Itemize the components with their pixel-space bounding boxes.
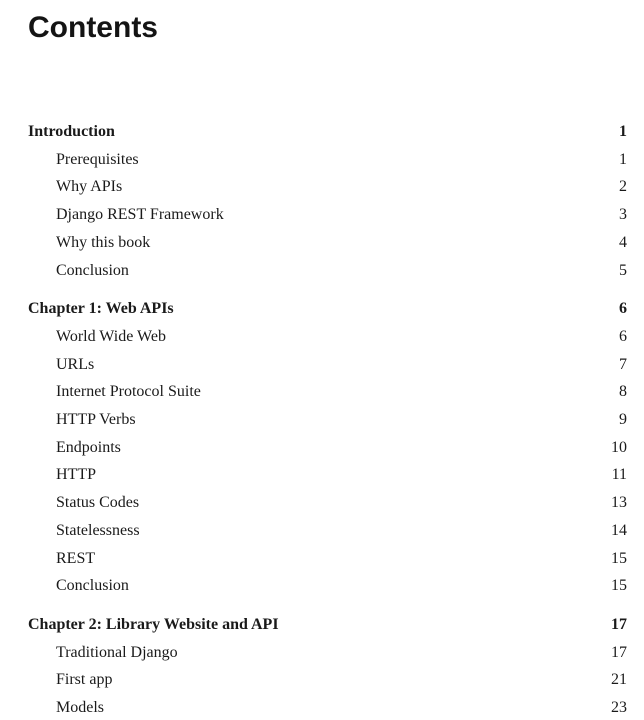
toc-entry[interactable] [28,257,627,285]
toc-entry-page: 8 [619,383,627,401]
toc-entry-label: World Wide Web [56,327,166,345]
toc-entry[interactable] [28,118,627,146]
toc-entry-label: Why APIs [56,178,123,196]
toc-entry-page: 6 [619,327,627,345]
toc-entry[interactable] [28,572,627,600]
toc-entry-page: 4 [619,233,627,251]
toc-entry[interactable] [28,694,627,720]
toc-entry-page: 3 [619,206,627,224]
toc-entry-page: 9 [619,411,627,429]
toc-entry-label: Prerequisites [56,150,139,168]
toc-entry-page: 15 [611,577,627,595]
toc-entry[interactable] [28,639,627,667]
toc-entry-label: URLs [56,355,95,373]
toc-entry-label: Endpoints [56,438,121,456]
toc-entry[interactable] [28,351,627,379]
toc-entry[interactable] [28,378,627,406]
page-title: Contents [28,11,158,44]
toc-entry[interactable] [28,323,627,351]
toc-entry[interactable] [28,517,627,545]
toc-entry-label: Why this book [56,233,151,251]
toc-entry-page: 11 [611,466,627,484]
toc-entry[interactable] [28,295,627,323]
toc-entry[interactable] [28,146,627,174]
toc-entry[interactable] [28,461,627,489]
toc-entry-page: 1 [619,123,627,140]
toc-entry-page: 5 [619,261,627,279]
toc-entry-page: 17 [611,643,627,661]
toc-entry-page: 10 [611,438,627,456]
toc-entry-label: Chapter 1: Web APIs [28,300,174,318]
toc-entry-label: Statelessness [56,521,140,539]
toc-entry-page: 14 [611,521,627,539]
toc-entry-label: Status Codes [56,494,140,512]
toc-entry-page: 13 [611,494,627,512]
toc-entry-label: Django REST Framework [56,206,224,224]
toc-entry-page: 23 [611,699,627,717]
toc-entry-label: REST [56,549,96,567]
toc-entry-label: Traditional Django [56,643,178,661]
toc-entry-label: HTTP [56,466,96,484]
toc-entry-label: Internet Protocol Suite [56,383,201,401]
toc-entry-page: 2 [619,178,627,196]
toc-list [28,118,627,720]
toc-entry-page: 15 [611,549,627,567]
toc-entry[interactable] [28,406,627,434]
toc-entry[interactable] [28,611,627,639]
toc-entry-page: 7 [619,355,627,373]
toc-entry-label: Introduction [28,123,115,140]
toc-entry[interactable] [28,201,627,229]
toc-entry[interactable] [28,545,627,573]
toc-entry[interactable] [28,434,627,462]
toc-entry[interactable] [28,229,627,257]
toc-entry-label: HTTP Verbs [56,411,136,429]
toc-entry-page: 21 [611,671,627,689]
toc-entry[interactable] [28,666,627,694]
toc-entry-label: Models [56,699,104,717]
toc-entry-page: 1 [619,150,627,168]
toc-entry-label: Chapter 2: Library Website and API [28,615,279,633]
toc-entry-page: 6 [619,300,627,318]
toc-entry-label: Conclusion [56,261,129,279]
toc-entry[interactable] [28,489,627,517]
toc-entry[interactable] [28,173,627,201]
toc-entry-page: 17 [611,615,627,633]
toc-entry-label: First app [56,671,113,689]
toc-entry-label: Conclusion [56,577,129,595]
